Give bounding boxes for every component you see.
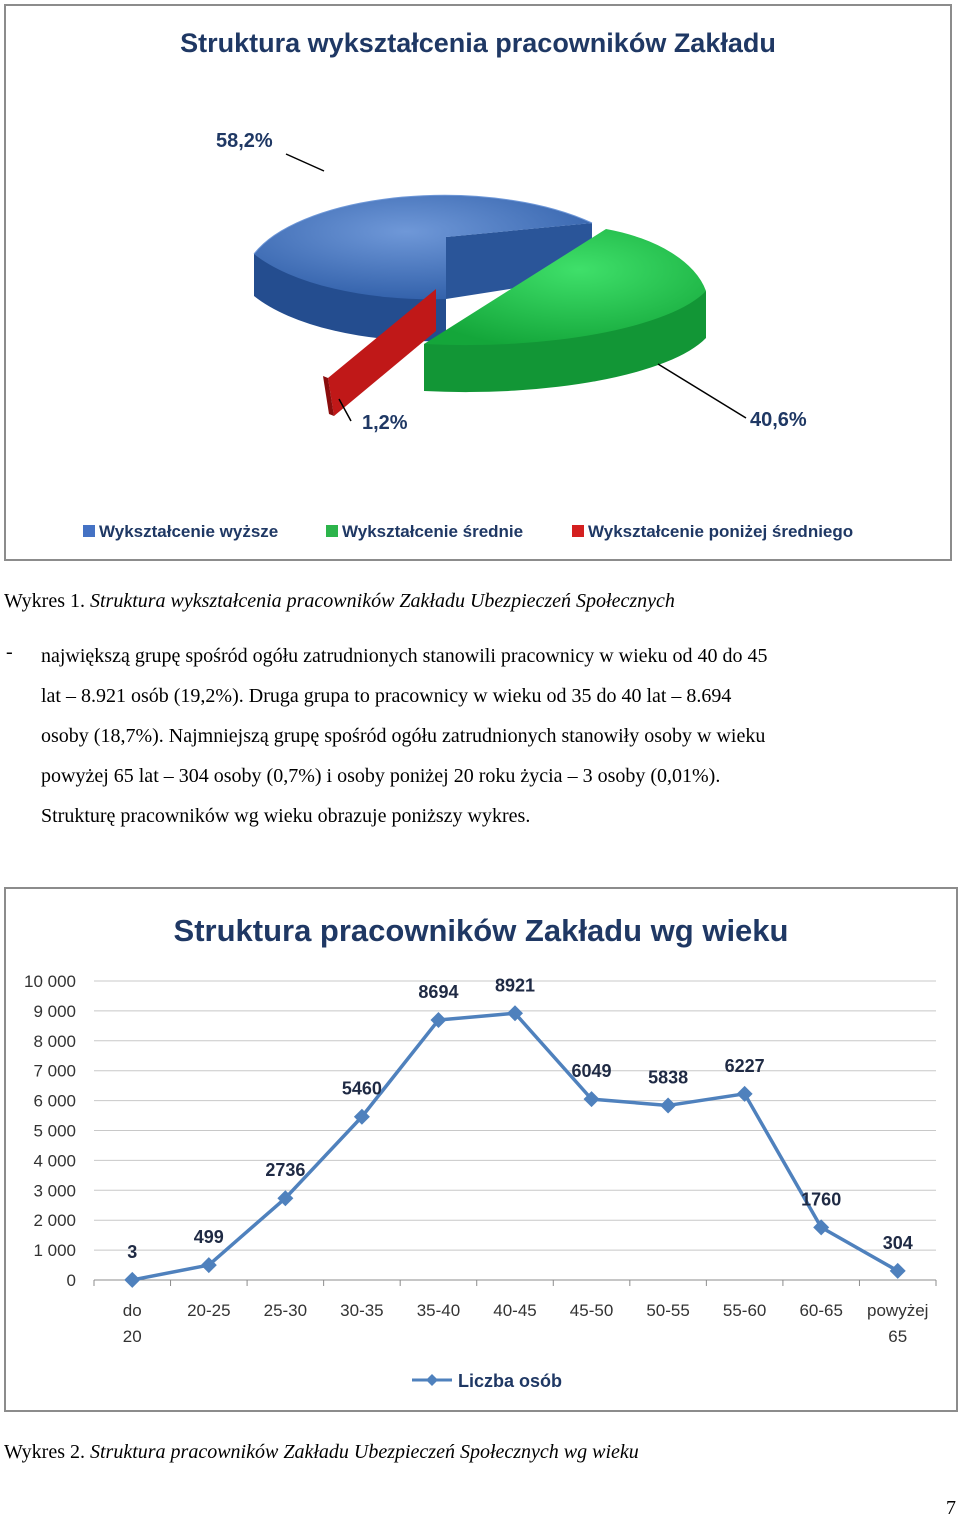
x-tick-label: 20-25 bbox=[187, 1301, 231, 1320]
data-point bbox=[890, 1263, 906, 1279]
x-tick-label: 30-35 bbox=[340, 1301, 384, 1320]
x-tick-label-line2: 65 bbox=[888, 1327, 908, 1346]
data-label: 8694 bbox=[418, 982, 459, 1003]
x-tick-label: powyżej bbox=[867, 1301, 929, 1320]
legend-marker bbox=[426, 1374, 438, 1386]
pie-label-below: 1,2% bbox=[362, 412, 408, 434]
legend-label-below: Wykształcenie poniżej średniego bbox=[588, 522, 854, 541]
figure-caption-2 bbox=[4, 1441, 639, 1464]
y-tick-label: 10 000 bbox=[24, 972, 76, 991]
line-chart-title: Struktura pracowników Zakładu wg wieku bbox=[173, 913, 789, 948]
y-tick-label: 8 000 bbox=[33, 1031, 76, 1051]
data-label: 499 bbox=[193, 1227, 224, 1248]
x-tick-label: 35-40 bbox=[416, 1301, 461, 1320]
data-label: 3 bbox=[127, 1241, 138, 1262]
x-tick-label: 50-55 bbox=[646, 1301, 690, 1320]
pie-label-secondary: 40,6% bbox=[750, 409, 807, 431]
series-line bbox=[132, 1013, 897, 1280]
pie-label-higher: 58,2% bbox=[216, 130, 273, 152]
y-tick-label: 4 000 bbox=[33, 1151, 76, 1171]
pie-chart-svg bbox=[6, 6, 950, 559]
data-label: 6227 bbox=[724, 1055, 765, 1076]
paragraph-line-1: największą grupę spośród ogółu zatrudnionych stanowili pracownicy w wieku od 40 do 45 bbox=[41, 645, 768, 667]
legend-swatch-secondary bbox=[326, 525, 338, 537]
x-tick-label: 25-30 bbox=[263, 1301, 308, 1320]
x-tick-label-line2: 20 bbox=[122, 1327, 142, 1346]
x-tick-label: 60-65 bbox=[799, 1301, 843, 1320]
caption-1-title: Struktura wykształcenia pracowników Zakładu Ubezpieczeń Społecznych bbox=[90, 590, 675, 612]
caption-2-title: Struktura pracowników Zakładu Ubezpieczeń Społecznych wg wieku bbox=[90, 1441, 639, 1463]
line-legend bbox=[412, 1371, 562, 1391]
data-label: 304 bbox=[882, 1232, 913, 1253]
data-point bbox=[737, 1086, 753, 1102]
legend-label-series: Liczba osób bbox=[458, 1371, 563, 1391]
pie-chart-title: Struktura wykształcenia pracowników Zakładu bbox=[180, 28, 776, 58]
paragraph-line-4: powyżej 65 lat – 304 osoby (0,7%) i osoby poniżej 20 roku życia – 3 osoby (0,01%). bbox=[41, 765, 721, 787]
data-label: 1760 bbox=[801, 1189, 842, 1210]
legend-swatch-below bbox=[572, 525, 584, 537]
x-tick-label: 45-50 bbox=[569, 1301, 614, 1320]
caption-1-prefix: Wykres 1. bbox=[4, 590, 90, 612]
legend-label-higher: Wykształcenie wyższe bbox=[99, 522, 279, 541]
y-tick-label: 7 000 bbox=[33, 1061, 76, 1081]
caption-2-prefix: Wykres 2. bbox=[4, 1441, 90, 1463]
data-label: 5460 bbox=[341, 1078, 382, 1099]
x-tick-label: 55-60 bbox=[722, 1301, 767, 1320]
paragraph-line-3: osoby (18,7%). Najmniejszą grupę spośród ogółu zatrudnionych stanowiły osoby w wieku bbox=[41, 725, 766, 747]
y-tick-label: 6 000 bbox=[33, 1091, 76, 1111]
data-point bbox=[813, 1219, 829, 1235]
list-bullet: - bbox=[6, 641, 13, 663]
paragraph-line-2: lat – 8.921 osób (19,2%). Druga grupa to pracownicy w wieku od 35 do 40 lat – 8.694 bbox=[41, 685, 732, 707]
data-label: 6049 bbox=[571, 1061, 612, 1082]
x-tick-label: 40-45 bbox=[493, 1301, 537, 1320]
y-tick-label: 0 bbox=[66, 1271, 76, 1290]
y-tick-label: 2 000 bbox=[33, 1211, 76, 1231]
data-point bbox=[660, 1097, 676, 1113]
data-point bbox=[124, 1272, 140, 1288]
education-pie-chart bbox=[4, 4, 952, 561]
y-tick-label: 1 000 bbox=[33, 1241, 76, 1261]
age-line-chart bbox=[4, 887, 958, 1412]
data-label: 5838 bbox=[648, 1067, 689, 1088]
y-tick-label: 9 000 bbox=[33, 1001, 76, 1021]
y-tick-label: 3 000 bbox=[33, 1181, 76, 1201]
data-label: 2736 bbox=[265, 1160, 306, 1181]
paragraph-line-5: Strukturę pracowników wg wieku obrazuje poniższy wykres. bbox=[41, 805, 531, 827]
legend-swatch-higher bbox=[83, 525, 95, 537]
data-label: 8921 bbox=[494, 975, 536, 996]
page-number: 7 bbox=[946, 1497, 956, 1519]
line-chart-svg bbox=[6, 889, 956, 1410]
legend-label-secondary: Wykształcenie średnie bbox=[342, 522, 524, 541]
pie-legend bbox=[83, 522, 853, 541]
y-tick-label: 5 000 bbox=[33, 1121, 76, 1141]
figure-caption-1 bbox=[4, 590, 675, 613]
x-tick-label: do bbox=[122, 1301, 142, 1320]
